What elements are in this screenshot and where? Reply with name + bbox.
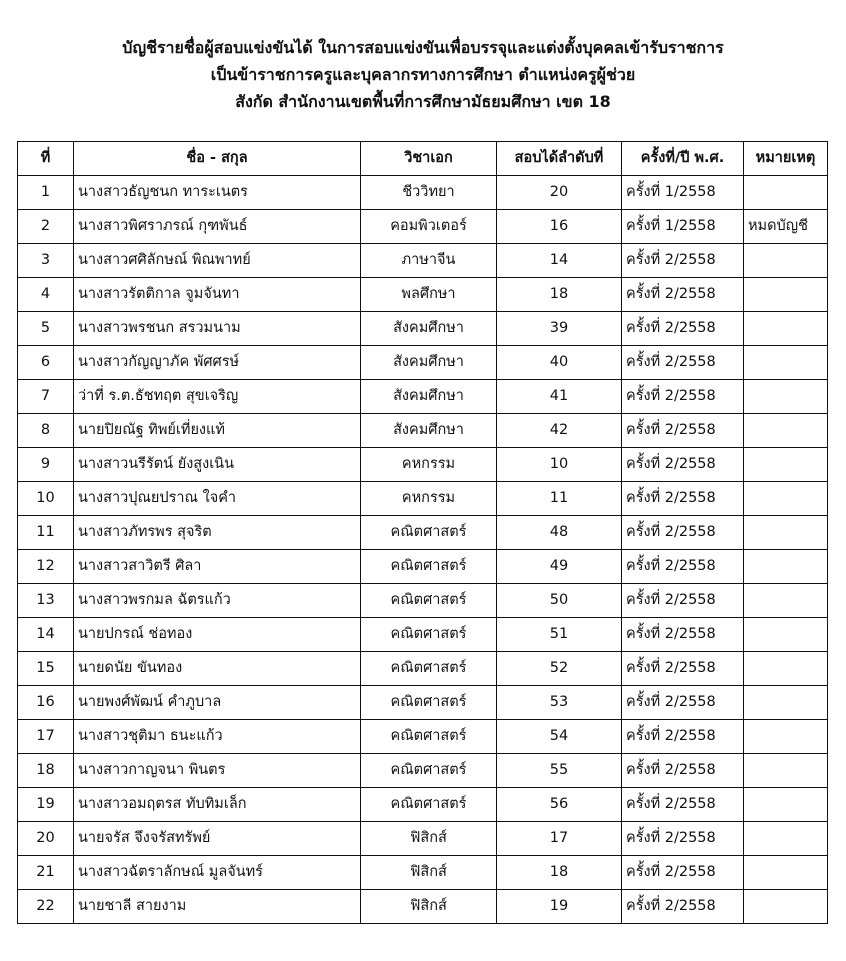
cell-note (744, 312, 828, 346)
cell-rank: 56 (497, 788, 622, 822)
cell-no: 12 (18, 550, 74, 584)
candidate-table (17, 141, 828, 924)
cell-subject: คณิตศาสตร์ (361, 720, 497, 754)
cell-no: 16 (18, 686, 74, 720)
cell-round: ครั้งที่ 2/2558 (622, 482, 744, 516)
cell-subject: คณิตศาสตร์ (361, 618, 497, 652)
cell-subject: คณิตศาสตร์ (361, 652, 497, 686)
cell-rank: 14 (497, 244, 622, 278)
cell-name: นางสาวพิศราภรณ์ กุฑพันธ์ (74, 210, 361, 244)
cell-rank: 48 (497, 516, 622, 550)
cell-no: 5 (18, 312, 74, 346)
table-row (18, 448, 828, 482)
cell-note (744, 618, 828, 652)
cell-round: ครั้งที่ 2/2558 (622, 346, 744, 380)
cell-name: นายดนัย ขันทอง (74, 652, 361, 686)
cell-round: ครั้งที่ 2/2558 (622, 618, 744, 652)
cell-note (744, 278, 828, 312)
cell-rank: 55 (497, 754, 622, 788)
cell-subject: พลศึกษา (361, 278, 497, 312)
cell-subject: คหกรรม (361, 482, 497, 516)
cell-rank: 39 (497, 312, 622, 346)
table-row (18, 652, 828, 686)
cell-subject: คอมพิวเตอร์ (361, 210, 497, 244)
cell-round: ครั้งที่ 2/2558 (622, 652, 744, 686)
cell-note (744, 550, 828, 584)
cell-subject: สังคมศึกษา (361, 346, 497, 380)
cell-note (744, 788, 828, 822)
cell-subject: คณิตศาสตร์ (361, 550, 497, 584)
table-row (18, 788, 828, 822)
cell-rank: 17 (497, 822, 622, 856)
cell-note (744, 346, 828, 380)
column-header-name: ชื่อ - สกุล (74, 142, 361, 176)
cell-round: ครั้งที่ 2/2558 (622, 414, 744, 448)
cell-name: นางสาวรัตติกาล จูมจันทา (74, 278, 361, 312)
cell-name: นายปกรณ์ ช่อทอง (74, 618, 361, 652)
cell-subject: สังคมศึกษา (361, 414, 497, 448)
cell-note (744, 482, 828, 516)
cell-subject: ฟิสิกส์ (361, 822, 497, 856)
cell-name: นางสาวกัญญาภัค พัศศรษ์ (74, 346, 361, 380)
cell-round: ครั้งที่ 2/2558 (622, 720, 744, 754)
cell-rank: 49 (497, 550, 622, 584)
cell-round: ครั้งที่ 2/2558 (622, 312, 744, 346)
table-body (18, 176, 828, 924)
cell-no: 21 (18, 856, 74, 890)
header-line-3: สังกัด สำนักงานเขตพื้นที่การศึกษามัธยมศึกษา เขต 18 (235, 92, 611, 111)
table-row (18, 584, 828, 618)
cell-subject: ฟิสิกส์ (361, 856, 497, 890)
cell-subject: สังคมศึกษา (361, 380, 497, 414)
cell-rank: 19 (497, 890, 622, 924)
cell-no: 22 (18, 890, 74, 924)
table-row (18, 686, 828, 720)
cell-name: นางสาวพรกมล ฉัตรแก้ว (74, 584, 361, 618)
cell-no: 10 (18, 482, 74, 516)
cell-note (744, 890, 828, 924)
column-header-no: ที่ (18, 142, 74, 176)
table-header-row (18, 142, 828, 176)
cell-rank: 50 (497, 584, 622, 618)
cell-subject: คณิตศาสตร์ (361, 516, 497, 550)
cell-rank: 51 (497, 618, 622, 652)
cell-name: นางสาวศศิลักษณ์ พิณพาทย์ (74, 244, 361, 278)
cell-no: 14 (18, 618, 74, 652)
table-row (18, 720, 828, 754)
cell-no: 17 (18, 720, 74, 754)
cell-round: ครั้งที่ 2/2558 (622, 278, 744, 312)
cell-round: ครั้งที่ 2/2558 (622, 822, 744, 856)
cell-no: 7 (18, 380, 74, 414)
cell-name: นางสาวชุติมา ธนะแก้ว (74, 720, 361, 754)
header-line-2: เป็นข้าราชการครูและบุคลากรทางการศึกษา ตำแหน่งครูผู้ช่วย (210, 65, 636, 84)
column-header-rank: สอบได้ลำดับที่ (497, 142, 622, 176)
cell-note: หมดบัญชี (744, 210, 828, 244)
cell-round: ครั้งที่ 1/2558 (622, 210, 744, 244)
cell-no: 4 (18, 278, 74, 312)
cell-note (744, 754, 828, 788)
cell-rank: 18 (497, 278, 622, 312)
table-row (18, 244, 828, 278)
table-row (18, 414, 828, 448)
cell-name: นางสาวนรีรัตน์ ยังสูงเนิน (74, 448, 361, 482)
cell-no: 18 (18, 754, 74, 788)
header-line-1: บัญชีรายชื่อผู้สอบแข่งขันได้ ในการสอบแข่งขันเพื่อบรรจุและแต่งตั้งบุคคลเข้ารับราชการ (122, 38, 724, 57)
document-header (0, 34, 846, 115)
cell-no: 8 (18, 414, 74, 448)
cell-round: ครั้งที่ 2/2558 (622, 448, 744, 482)
cell-round: ครั้งที่ 2/2558 (622, 754, 744, 788)
table-row (18, 210, 828, 244)
cell-note (744, 584, 828, 618)
cell-round: ครั้งที่ 2/2558 (622, 890, 744, 924)
cell-name: นางสาวอมฤตรส ทับทิมเล็ก (74, 788, 361, 822)
table-row (18, 482, 828, 516)
cell-name: นางสาวสาวิตรี ศิลา (74, 550, 361, 584)
cell-subject: คณิตศาสตร์ (361, 584, 497, 618)
cell-subject: ฟิสิกส์ (361, 890, 497, 924)
column-header-subject: วิชาเอก (361, 142, 497, 176)
cell-no: 9 (18, 448, 74, 482)
cell-round: ครั้งที่ 2/2558 (622, 516, 744, 550)
cell-rank: 20 (497, 176, 622, 210)
cell-subject: ชีววิทยา (361, 176, 497, 210)
cell-round: ครั้งที่ 2/2558 (622, 856, 744, 890)
table-row (18, 516, 828, 550)
cell-note (744, 380, 828, 414)
cell-name: นางสาวปุณยปราณ ใจคำ (74, 482, 361, 516)
cell-note (744, 720, 828, 754)
cell-note (744, 448, 828, 482)
table-row (18, 176, 828, 210)
cell-round: ครั้งที่ 1/2558 (622, 176, 744, 210)
cell-note (744, 244, 828, 278)
cell-subject: คณิตศาสตร์ (361, 754, 497, 788)
cell-round: ครั้งที่ 2/2558 (622, 244, 744, 278)
cell-note (744, 822, 828, 856)
table-row (18, 550, 828, 584)
cell-subject: คหกรรม (361, 448, 497, 482)
table-row (18, 346, 828, 380)
cell-round: ครั้งที่ 2/2558 (622, 380, 744, 414)
cell-name: นางสาวธัญชนก ทาระเนตร (74, 176, 361, 210)
cell-no: 3 (18, 244, 74, 278)
cell-name: นางสาวกาญจนา พินตร (74, 754, 361, 788)
cell-note (744, 176, 828, 210)
cell-no: 11 (18, 516, 74, 550)
cell-rank: 52 (497, 652, 622, 686)
cell-no: 2 (18, 210, 74, 244)
cell-note (744, 686, 828, 720)
cell-name: นายชาลี สายงาม (74, 890, 361, 924)
cell-round: ครั้งที่ 2/2558 (622, 788, 744, 822)
cell-subject: คณิตศาสตร์ (361, 686, 497, 720)
column-header-round: ครั้งที่/ปี พ.ศ. (622, 142, 744, 176)
cell-round: ครั้งที่ 2/2558 (622, 686, 744, 720)
cell-subject: คณิตศาสตร์ (361, 788, 497, 822)
cell-rank: 53 (497, 686, 622, 720)
cell-name: ว่าที่ ร.ต.ธัชทฤต สุขเจริญ (74, 380, 361, 414)
table-row (18, 856, 828, 890)
cell-no: 13 (18, 584, 74, 618)
cell-name: นางสาวฉัตราลักษณ์ มูลจันทร์ (74, 856, 361, 890)
cell-rank: 11 (497, 482, 622, 516)
cell-subject: สังคมศึกษา (361, 312, 497, 346)
table-row (18, 754, 828, 788)
table-row (18, 618, 828, 652)
cell-rank: 42 (497, 414, 622, 448)
cell-rank: 18 (497, 856, 622, 890)
cell-no: 6 (18, 346, 74, 380)
table-row (18, 380, 828, 414)
cell-round: ครั้งที่ 2/2558 (622, 550, 744, 584)
table-row (18, 822, 828, 856)
cell-name: นายจรัส จึงจรัสทรัพย์ (74, 822, 361, 856)
cell-name: นางสาวภัทรพร สุจริต (74, 516, 361, 550)
cell-no: 1 (18, 176, 74, 210)
cell-subject: ภาษาจีน (361, 244, 497, 278)
cell-rank: 40 (497, 346, 622, 380)
cell-name: นางสาวพรชนก สรวมนาม (74, 312, 361, 346)
cell-rank: 10 (497, 448, 622, 482)
cell-note (744, 516, 828, 550)
cell-note (744, 856, 828, 890)
cell-note (744, 652, 828, 686)
cell-no: 15 (18, 652, 74, 686)
column-header-note: หมายเหตุ (744, 142, 828, 176)
cell-no: 19 (18, 788, 74, 822)
cell-no: 20 (18, 822, 74, 856)
cell-note (744, 414, 828, 448)
cell-rank: 16 (497, 210, 622, 244)
cell-rank: 54 (497, 720, 622, 754)
cell-name: นายพงศ์พัฒน์ คำภูบาล (74, 686, 361, 720)
table-row (18, 890, 828, 924)
table-row (18, 312, 828, 346)
cell-rank: 41 (497, 380, 622, 414)
cell-round: ครั้งที่ 2/2558 (622, 584, 744, 618)
table-row (18, 278, 828, 312)
cell-name: นายปิยณัฐ ทิพย์เที่ยงแท้ (74, 414, 361, 448)
